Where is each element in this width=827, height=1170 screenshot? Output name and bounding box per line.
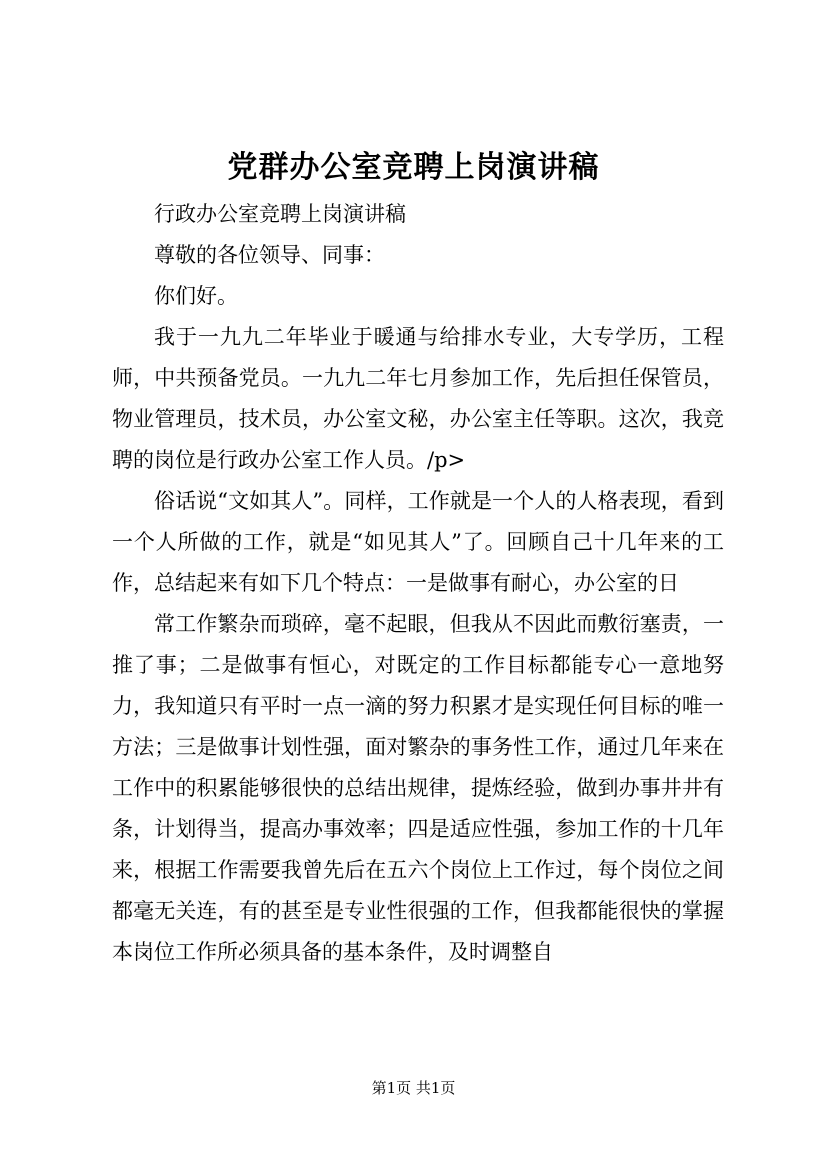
paragraph-proverb: 俗话说“文如其人”。同样，工作就是一个人的人格表现，看到一个人所做的工作，就是“如见其人”了。回顾自己十几年来的工作，总结起来有如下几个特点：一是做事有耐心，办公室的日 <box>112 489 724 595</box>
paragraph-subtitle: 行政办公室竞聘上岗演讲稿 <box>154 202 406 226</box>
page-number-footer: 第1页 共1页 <box>371 1079 456 1097</box>
paragraph-greeting: 你们好。 <box>154 284 238 308</box>
document-title: 党群办公室竞聘上岗演讲稿 <box>227 150 600 185</box>
paragraph-characteristics: 常工作繁杂而琐碎，毫不起眼，但我从不因此而敷衍塞责，一推了事；二是做事有恒心，对既定的工作目标都能专心一意地努力，我知道只有平时一点一滴的努力积累才是实现任何目标的唯一方法；三是做事计划性强，面对繁杂的事务性工作，通过几年来在工作中的积累能够很快的总结出规律，提炼经验，做到办事井井有条，计划得当，提高办事效率；四是适应性强，参加工作的十几年来，根据工作需要我曾先后在五六个岗位上工作过，每个岗位之间都毫无关连，有的甚至是专业性很强的工作，但我都能很快的掌握本岗位工作所必须具备的基本条件，及时调整自 <box>112 612 724 964</box>
document-body <box>112 194 724 973</box>
paragraph-introduction: 我于一九九二年毕业于暖通与给排水专业，大专学历，工程师，中共预备党员。一九九二年七月参加工作，先后担任保管员，物业管理员，技术员，办公室文秘，办公室主任等职。这次，我竞聘的岗位是行政办公室工作人员。/p> <box>112 325 724 472</box>
paragraph-salutation: 尊敬的各位领导、同事： <box>154 243 385 267</box>
